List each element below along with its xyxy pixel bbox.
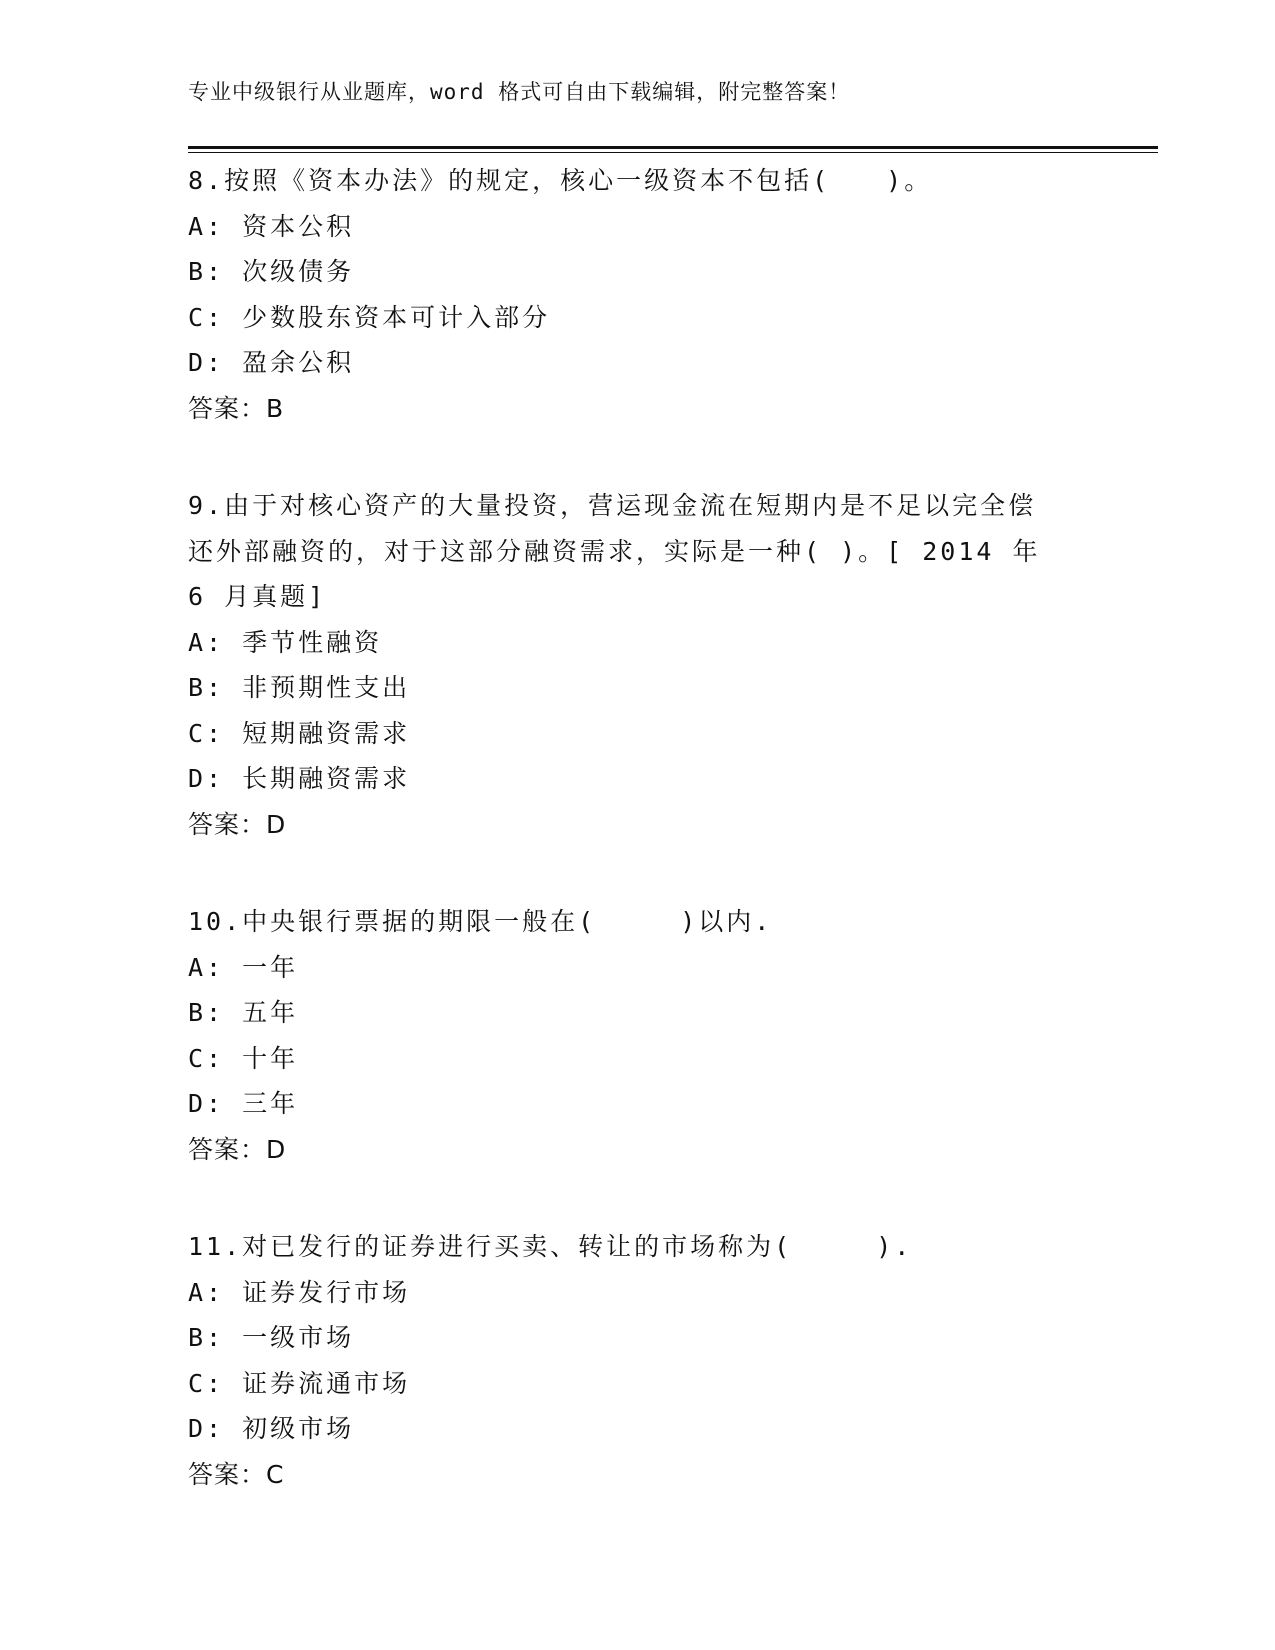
page-header: 专业中级银行从业题库，word 格式可自由下载编辑，附完整答案！ xyxy=(188,80,851,104)
answer-line: 答案：C xyxy=(188,1459,285,1489)
header-divider-thick xyxy=(188,146,1158,149)
answer-line: 答案：D xyxy=(188,1134,287,1164)
option-a: A: 证券发行市场 xyxy=(188,1277,411,1307)
question-list xyxy=(188,158,1088,1549)
option-c: C: 短期融资需求 xyxy=(188,718,411,748)
question-stem: 10.中央银行票据的期限一般在( )以内. xyxy=(188,907,773,936)
header-divider-thin xyxy=(188,152,1158,153)
question-stem: 8.按照《资本办法》的规定，核心一级资本不包括( )。 xyxy=(188,166,933,195)
option-b: B: 次级债务 xyxy=(188,257,355,286)
option-c: C: 十年 xyxy=(188,1043,299,1073)
question-9 xyxy=(188,483,1088,847)
option-d: D: 初级市场 xyxy=(188,1414,355,1443)
question-8 xyxy=(188,158,1088,431)
option-d: D: 长期融资需求 xyxy=(188,764,411,793)
option-c: C: 证券流通市场 xyxy=(188,1368,411,1398)
option-b: B: 五年 xyxy=(188,998,299,1027)
answer-line: 答案：D xyxy=(188,809,287,839)
question-11 xyxy=(188,1224,1088,1497)
answer-line: 答案：B xyxy=(188,393,285,423)
question-10 xyxy=(188,899,1088,1172)
option-b: B: 非预期性支出 xyxy=(188,673,411,702)
option-b: B: 一级市场 xyxy=(188,1323,355,1352)
option-d: D: 盈余公积 xyxy=(188,348,355,377)
question-stem: 9.由于对核心资产的大量投资，营运现金流在短期内是不足以完全偿还外部融资的，对于这部分融资需求，实际是一种( )。[ 2014 年 6 月真题] xyxy=(188,491,1059,611)
question-stem: 11.对已发行的证券进行买卖、转让的市场称为( ). xyxy=(188,1232,913,1261)
option-c: C: 少数股东资本可计入部分 xyxy=(188,302,551,332)
option-a: A: 资本公积 xyxy=(188,211,355,241)
option-a: A: 季节性融资 xyxy=(188,627,383,657)
option-a: A: 一年 xyxy=(188,952,299,982)
option-d: D: 三年 xyxy=(188,1089,299,1118)
